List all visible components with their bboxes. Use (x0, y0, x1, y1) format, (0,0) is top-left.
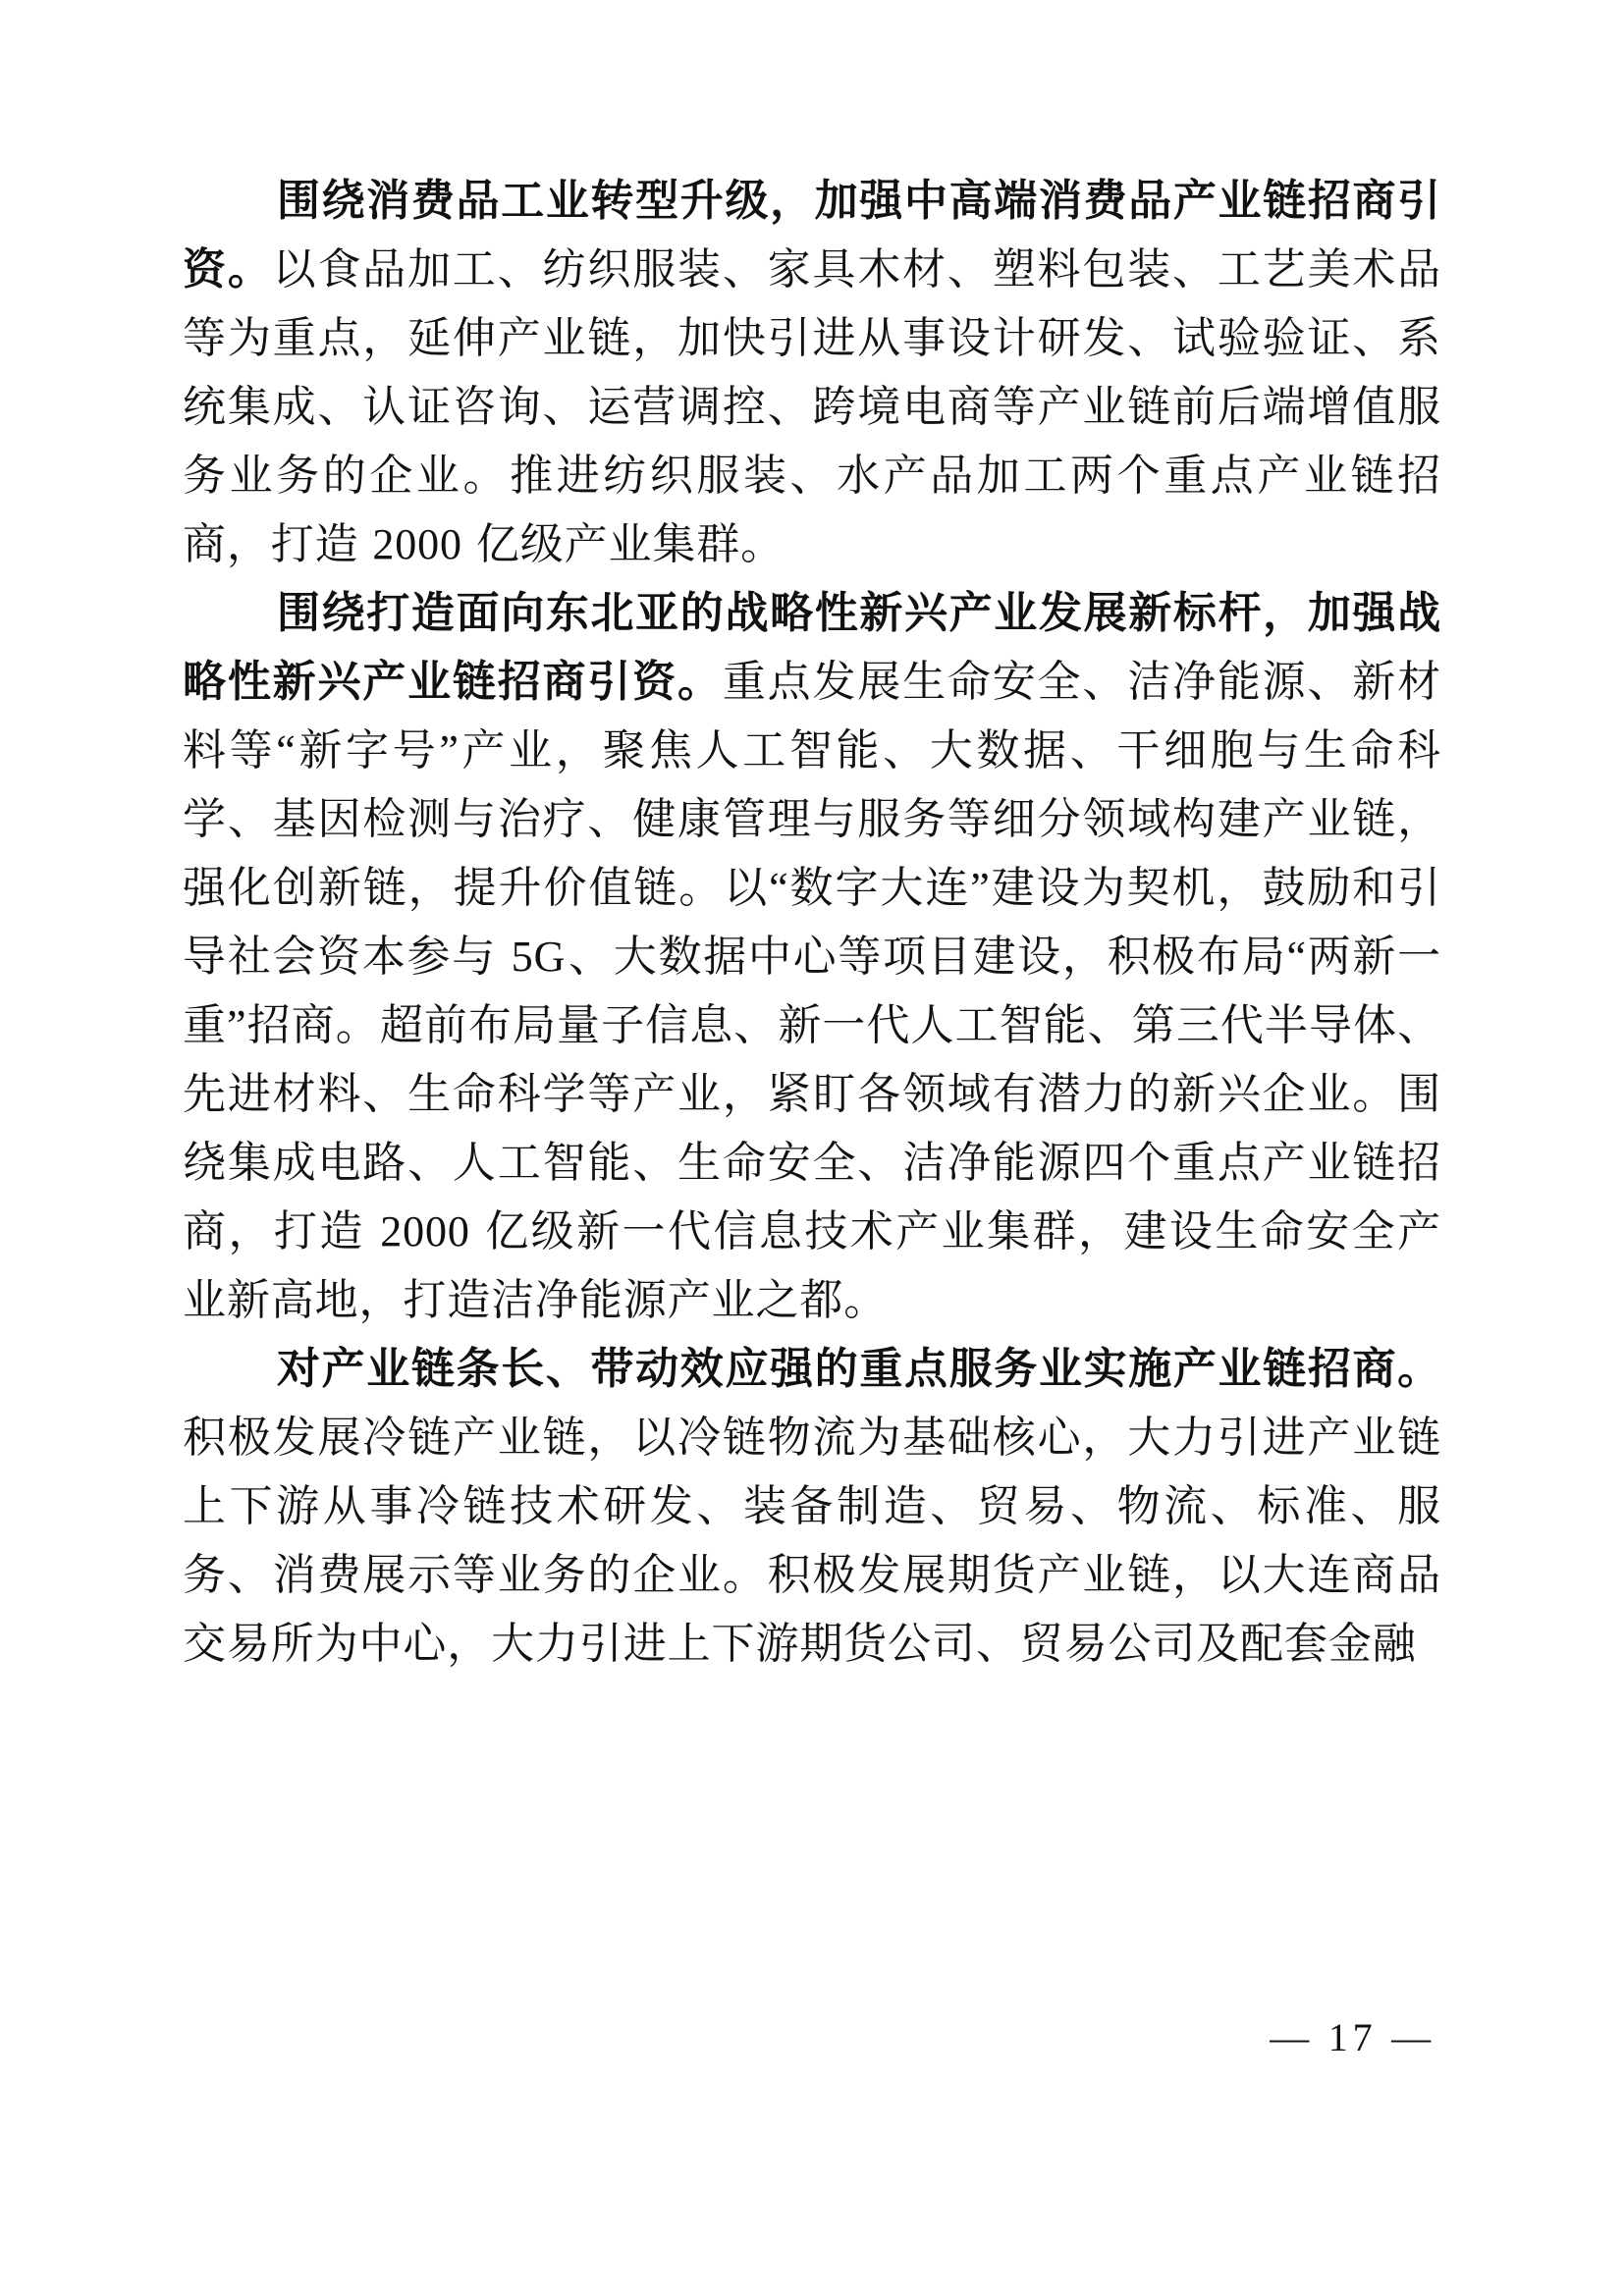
page-number: — 17 — (1270, 2015, 1435, 2059)
paragraph-body-strategic-a: 重点发展生命安全、洁净能源、新材料等“新字号”产业，聚焦人工智能、大数据、干细胞与生命科学、基因检测与治疗、健康管理与服务等细分领域构建产业链，强化创新链，提升价值链。以“数字大连”建设为契机，鼓励和引导社会资本参与 (183, 658, 1441, 981)
amount-2000-yi-infotech: 2000 (380, 1207, 470, 1255)
technology-5g-label: 5G (511, 933, 567, 981)
paragraph-service-industry-chain (183, 1335, 1441, 1679)
paragraph-body-consumer-goods-b: 亿级产业集群。 (463, 520, 785, 568)
paragraph-body-strategic-b: 、大数据中心等项目建设，积极布局“两新一重”招商。超前布局量子信息、新一代人工智能、第三代半导体、先进材料、生命科学等产业，紧盯各领域有潜力的新兴企业。围绕集成电路、人工智能、生命安全、洁净能源四个重点产业链招商，打造 (183, 933, 1441, 1255)
paragraph-consumer-goods (183, 167, 1441, 579)
paragraph-body-service-industry-a: 积极发展冷链产业链，以冷链物流为基础核心，大力引进产业链上下游从事冷链技术研发、装备制造、贸易、物流、标准、服务、消费展示等业务的企业。积极发展期货产业链，以大连商品交易所为中心，大力引进上下游期货公司、贸易公司及配套金融 (183, 1414, 1441, 1668)
page-content (183, 167, 1441, 1679)
paragraph-body-consumer-goods-a: 以食品加工、纺织服装、家具木材、塑料包装、工艺美术品等为重点，延伸产业链，加快引进从事设计研发、试验验证、系统集成、认证咨询、运营调控、跨境电商等产业链前后端增值服务业务的企业。推进纺织服装、水产品加工两个重点产业链招商，打造 (183, 245, 1441, 568)
paragraph-lead-strategic-emerging: 围绕打造面向东北亚的战略性新兴产业发展新标杆，加强战略性新兴产业链招商引资。 (183, 589, 1441, 706)
paragraph-lead-consumer-goods: 围绕消费品工业转型升级，加强中高端消费品产业链招商引资。 (183, 177, 1441, 294)
paragraph-body-strategic-c: 亿级新一代信息技术产业集群，建设生命安全产业新高地，打造洁净能源产业之都。 (183, 1207, 1441, 1324)
paragraph-lead-service-industry: 对产业链条长、带动效应强的重点服务业实施产业链招商。 (277, 1345, 1441, 1393)
paragraph-strategic-emerging-industry (183, 579, 1441, 1335)
amount-2000-yi-consumer: 2000 (372, 520, 462, 568)
